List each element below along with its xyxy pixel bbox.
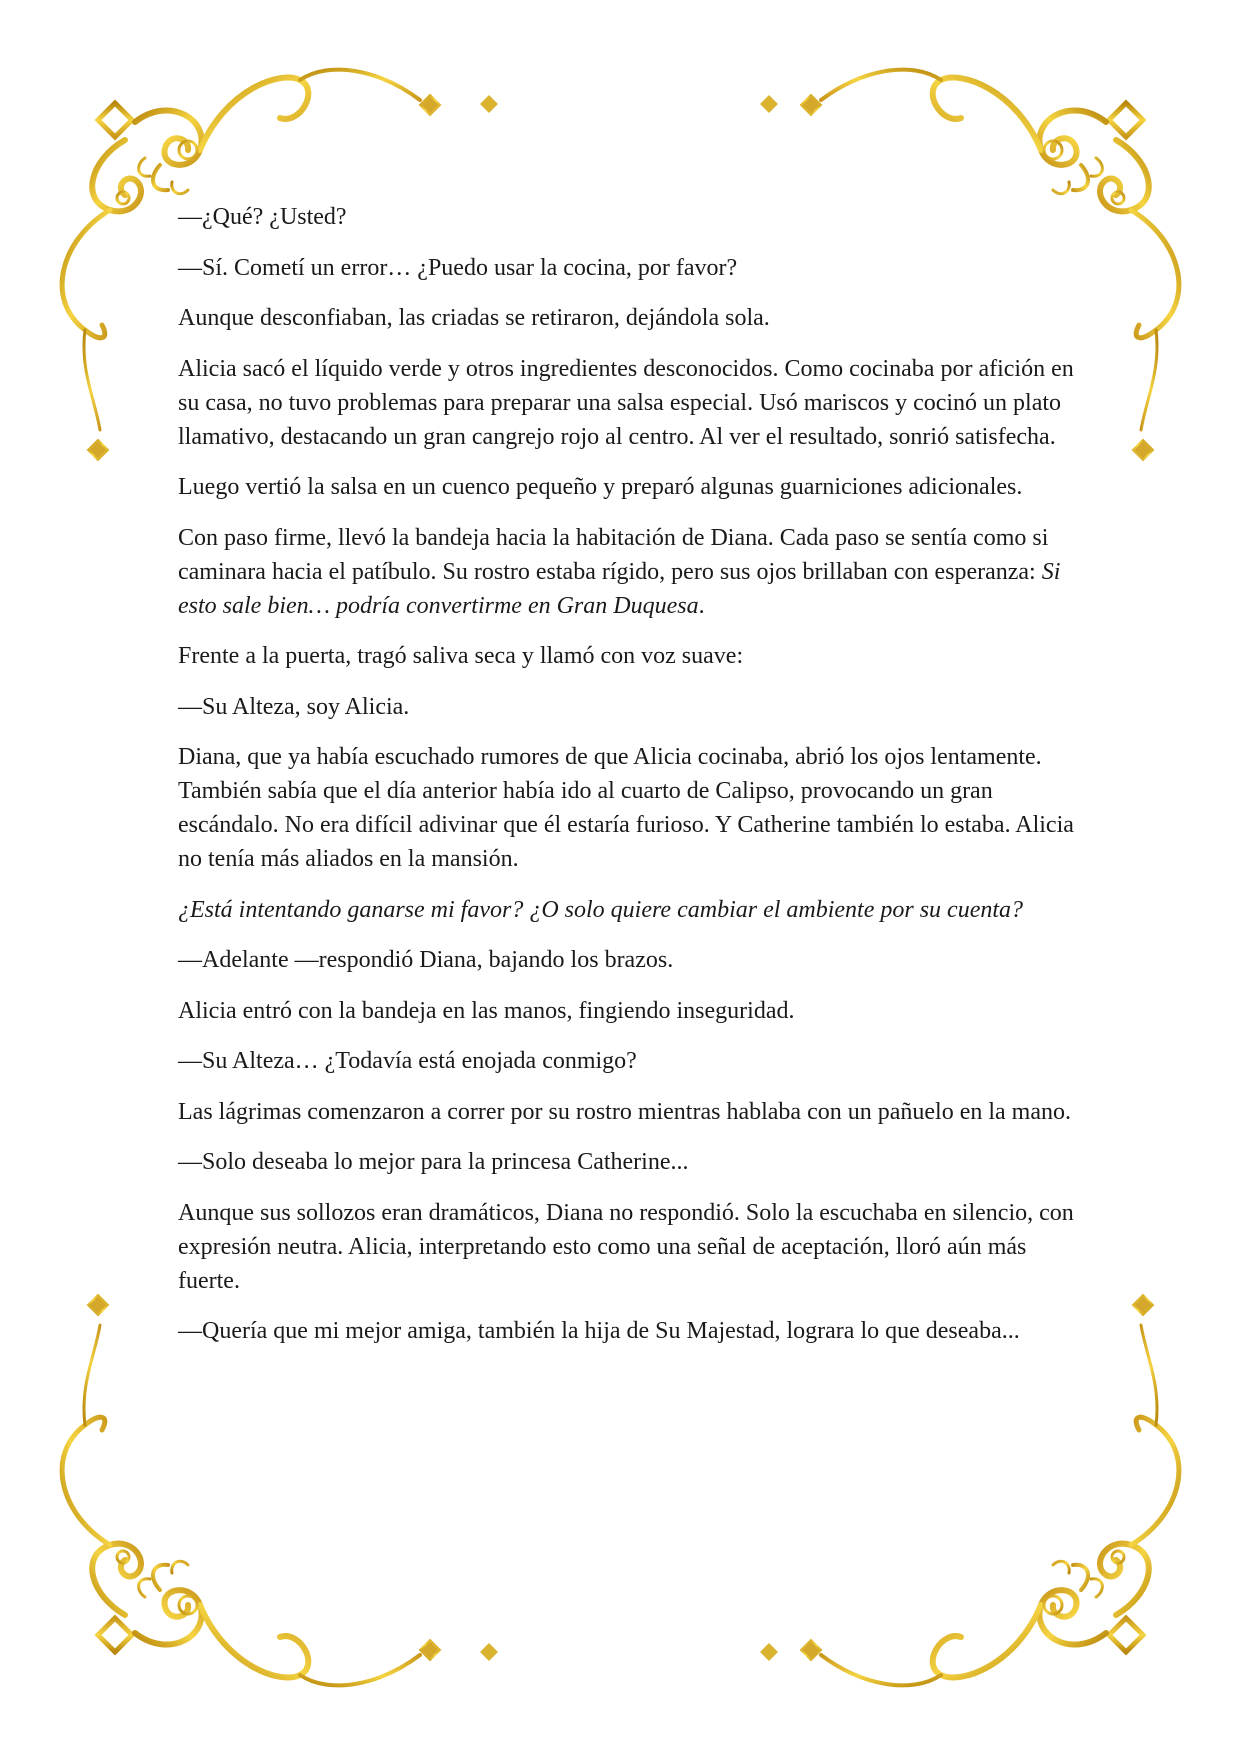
paragraph: Aunque sus sollozos eran dramáticos, Diana no respondió. Solo la escuchaba en silencio, con expresión neutra. Alicia, interpretando esto como una señal de aceptación, lloró aún más fuerte.: [178, 1199, 1074, 1294]
paragraph: Luego vertió la salsa en un cuenco pequeño y preparó algunas guarniciones adicionales.: [178, 474, 1023, 500]
paragraph: Aunque desconfiaban, las criadas se retiraron, dejándola sola.: [178, 305, 770, 331]
paragraph: Diana, que ya había escuchado rumores de que Alicia cocinaba, abrió los ojos lentamente. También sabía que el día anterior había ido al cuarto de Calipso, provocando un gran escándalo. No era difícil adivinar que él estaría furioso. Y Catherine también lo estaba. Alicia no tenía más aliados en la mansión.: [178, 744, 1074, 872]
paragraph: Las lágrimas comenzaron a correr por su rostro mientras hablaba con un pañuelo en la mano.: [178, 1098, 1072, 1125]
paragraph: —Adelante —respondió Diana, bajando los brazos.: [178, 947, 674, 973]
story-text: [178, 200, 1078, 1365]
inner-thought: ¿Está intentando ganarse mi favor? ¿O solo quiere cambiar el ambiente por su cuenta?: [178, 896, 1024, 923]
paragraph-text: Con paso firme, llevó la bandeja hacia la habitación de Diana. Cada paso se sentía como si caminara hacia el patíbulo. Su rostro estaba rígido, pero sus ojos brillaban con esperanza:: [178, 524, 1049, 585]
paragraph: —Solo deseaba lo mejor para la princesa Catherine...: [178, 1149, 689, 1175]
inner-thought: Si esto sale bien… podría convertirme en Gran Duquesa: [178, 558, 1061, 619]
paragraph: Alicia sacó el líquido verde y otros ingredientes desconocidos. Como cocinaba por afición en su casa, no tuvo problemas para preparar una salsa especial. Usó mariscos y cocinó un plato llamativo, destacando un gran cangrejo rojo al centro. Al ver el resultado, sonrió satisfecha.: [178, 355, 1074, 450]
paragraph: Alicia entró con la bandeja en las manos, fingiendo inseguridad.: [178, 997, 795, 1024]
paragraph: —Su Alteza… ¿Todavía está enojada conmigo?: [178, 1048, 637, 1074]
paragraph-text: .: [698, 592, 705, 619]
paragraph: [178, 521, 1078, 623]
paragraph: —Sí. Cometí un error… ¿Puedo usar la cocina, por favor?: [178, 254, 738, 281]
paragraph: —Quería que mi mejor amiga, también la hija de Su Majestad, lograra lo que deseaba...: [178, 1318, 1020, 1344]
paragraph: —Su Alteza, soy Alicia.: [178, 693, 410, 720]
paragraph: —¿Qué? ¿Usted?: [178, 204, 347, 230]
paragraph: Frente a la puerta, tragó saliva seca y llamó con voz suave:: [178, 643, 744, 669]
